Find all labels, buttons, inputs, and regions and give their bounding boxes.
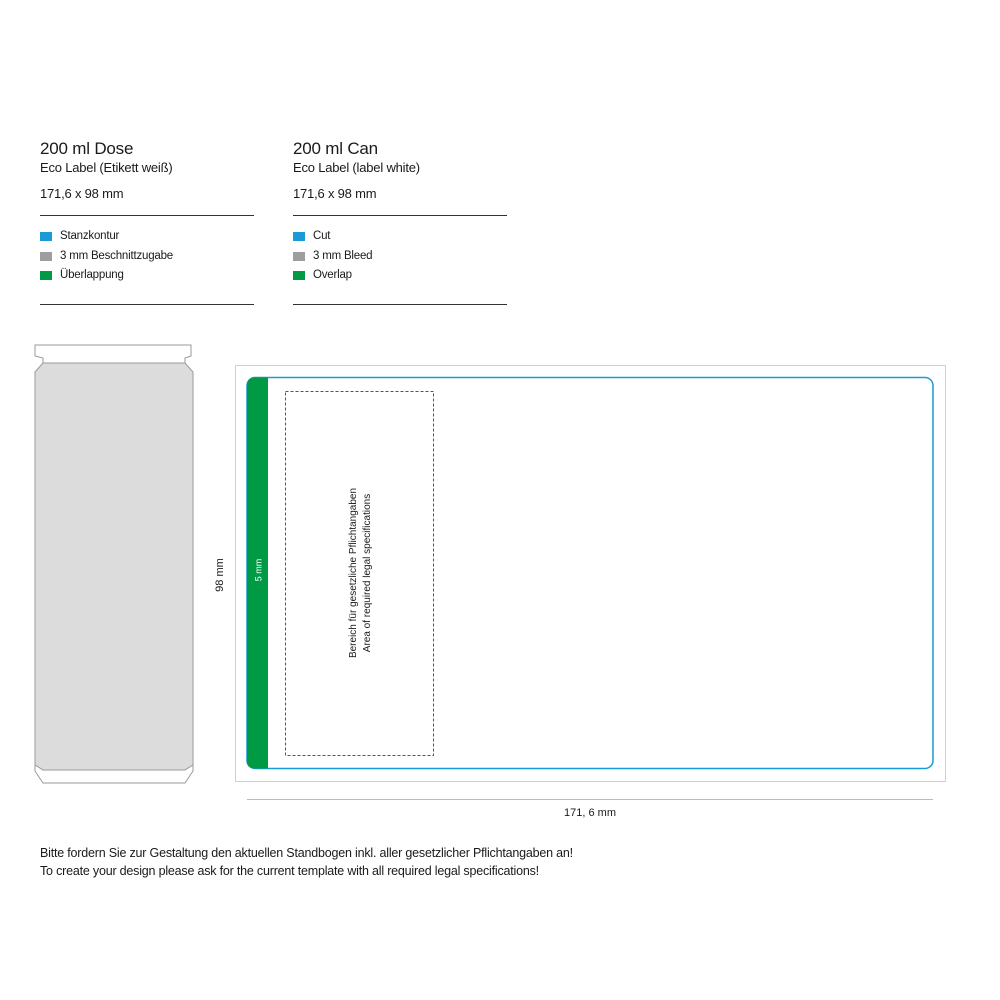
legend-item-overlap-en bbox=[293, 269, 507, 282]
legend-en bbox=[293, 216, 507, 304]
can-body bbox=[35, 363, 193, 770]
height-dimension-label: 98 mm bbox=[214, 558, 226, 592]
overlap-swatch-icon bbox=[40, 271, 52, 280]
footnote bbox=[40, 844, 573, 880]
legend-label: Stanzkontur bbox=[60, 230, 120, 242]
legend-label: 3 mm Bleed bbox=[313, 249, 373, 262]
can-lid-outline bbox=[35, 345, 191, 363]
bleed-outline bbox=[236, 366, 946, 782]
width-dimension-label: 171, 6 mm bbox=[564, 807, 616, 819]
footnote-line-en: To create your design please ask for the current template with all required legal specifications! bbox=[40, 864, 539, 878]
legend-item-cut-de bbox=[40, 230, 254, 243]
legend-label: Cut bbox=[313, 230, 331, 242]
footnote-line-de: Bitte fordern Sie zur Gestaltung den aktuellen Standbogen inkl. aller gesetzlicher Pflichtangaben an! bbox=[40, 846, 573, 860]
product-title-en: 200 ml Can bbox=[293, 139, 378, 158]
can-outline-illustration bbox=[33, 343, 195, 785]
legal-area-label-en: Area of required legal specifications bbox=[362, 493, 373, 653]
divider-bottom-de bbox=[40, 304, 254, 305]
divider-bottom-en bbox=[293, 304, 507, 305]
legend-label: 3 mm Beschnittzugabe bbox=[60, 249, 173, 262]
legend-de bbox=[40, 216, 254, 304]
legend-label: Überlappung bbox=[60, 269, 124, 281]
spec-block-german bbox=[40, 138, 254, 305]
product-title-de: 200 ml Dose bbox=[40, 139, 134, 158]
legal-area-label-de: Bereich für gesetzliche Pflichtangaben bbox=[348, 487, 359, 659]
legend-item-bleed-en bbox=[293, 250, 507, 263]
label-layout-diagram bbox=[214, 363, 954, 823]
product-size-de: 171,6 x 98 mm bbox=[40, 186, 124, 201]
bleed-swatch-icon bbox=[293, 252, 305, 261]
product-subtitle-en: Eco Label (label white) bbox=[293, 160, 420, 175]
legend-item-bleed-de bbox=[40, 250, 254, 263]
product-size-en: 171,6 x 98 mm bbox=[293, 186, 377, 201]
legend-label: Overlap bbox=[313, 269, 352, 281]
cut-swatch-icon bbox=[40, 232, 52, 241]
legend-item-overlap-de bbox=[40, 269, 254, 282]
spec-block-english bbox=[293, 138, 507, 305]
legend-item-cut-en bbox=[293, 230, 507, 243]
cut-swatch-icon bbox=[293, 232, 305, 241]
overlap-width-label: 5 mm bbox=[253, 558, 264, 582]
product-subtitle-de: Eco Label (Etikett weiß) bbox=[40, 160, 173, 175]
overlap-swatch-icon bbox=[293, 271, 305, 280]
bleed-swatch-icon bbox=[40, 252, 52, 261]
